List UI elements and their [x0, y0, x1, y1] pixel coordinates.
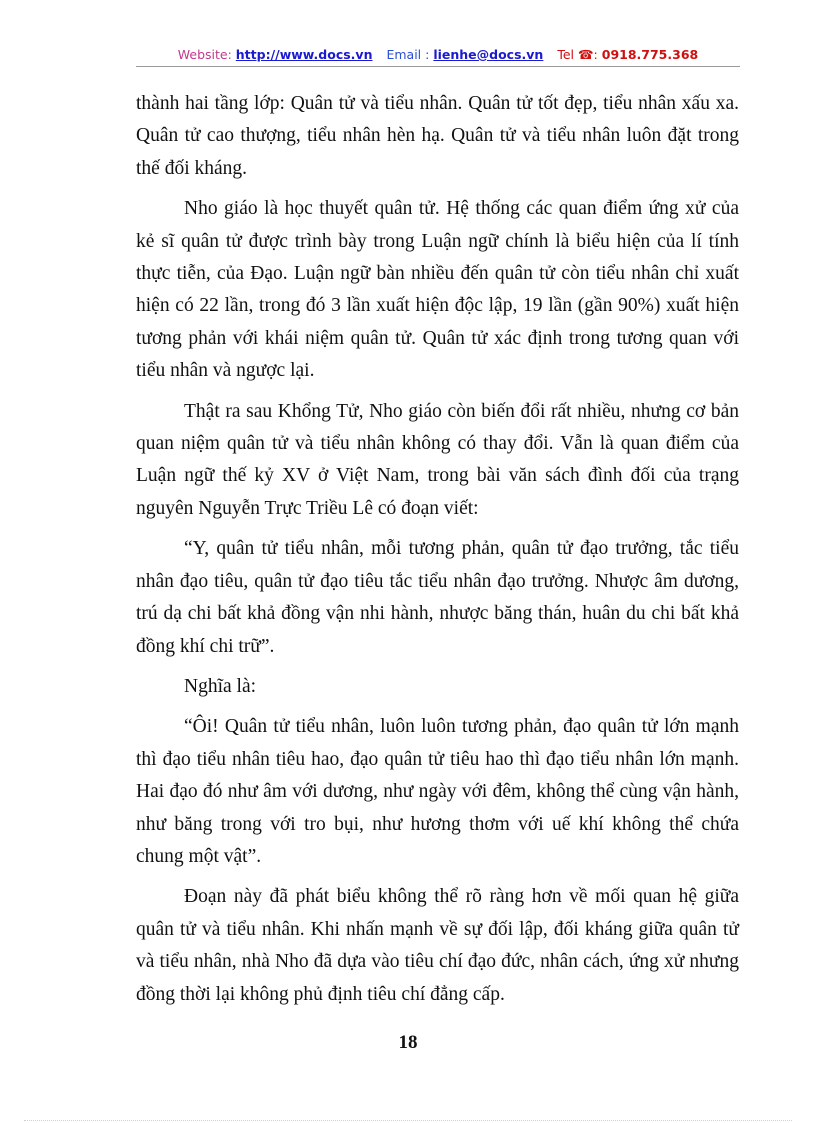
quote-han-viet: “Y, quân tử tiểu nhân, mỗi tương phản, quân tử đạo trưởng, tắc tiểu nhân đạo tiêu, quân tử đạo tiêu tắc tiểu nhân đạo trưởng. Nhược âm dương, trú dạ chi bất khả đồng vận nhi hành, nhược băng thán, huân du chi bất khả đồng khí chi trữ”. [136, 538, 739, 657]
website-link[interactable]: http://www.docs.vn [235, 47, 373, 62]
page-body [136, 88, 739, 1019]
paragraph-3: Thật ra sau Khổng Tử, Nho giáo còn biến đổi rất nhiều, nhưng cơ bản quan niệm quân tử và tiểu nhân không có thay đổi. Vẫn là quan điểm của Luận ngữ thế kỷ XV ở Việt Nam, trong bài văn sách đình đối của trạng nguyên Nguyễn Trực Triều Lê có đoạn viết: [136, 400, 739, 519]
page-bottom-border [24, 1120, 792, 1121]
email-label: Email : [386, 47, 430, 62]
website-label: Website: [177, 47, 232, 62]
tel-number: 0918.775.368 [601, 47, 699, 62]
quote-translation: “Ôi! Quân tử tiểu nhân, luôn luôn tương phản, đạo quân tử lớn mạnh thì đạo tiểu nhân tiêu hao, đạo quân tử tiêu hao thì đạo tiểu nhân lớn mạnh. Hai đạo đó như âm với dương, như ngày với đêm, không thể cùng vận hành, như băng trong với tro bụi, như hương thơm với uế khí không thể chứa chung một vật”. [136, 716, 739, 867]
header-divider [136, 66, 740, 67]
paragraph-7: Đoạn này đã phát biểu không thể rõ ràng hơn về mối quan hệ giữa quân tử và tiểu nhân. Khi nhấn mạnh về sự đối lập, đối kháng giữa quân tử và tiểu nhân, nhà Nho đã dựa vào tiêu chí đạo đức, nhân cách, ứng xử nhưng đồng thời lại không phủ định tiêu chí đẳng cấp. [136, 886, 739, 1005]
tel-label: Tel ☎: [557, 47, 598, 62]
page-header [136, 47, 740, 62]
email-link[interactable]: lienhe@docs.vn [433, 47, 544, 62]
page-number: 18 [398, 1032, 418, 1053]
paragraph-2: Nho giáo là học thuyết quân tử. Hệ thống các quan điểm ứng xử của kẻ sĩ quân tử được trình bày trong Luận ngữ chính là biểu hiện của lí tính thực tiễn, của Đạo. Luận ngữ bàn nhiều đến quân tử còn tiểu nhân chỉ xuất hiện có 22 lần, trong đó 3 lần xuất hiện độc lập, 19 lần (gần 90%) xuất hiện tương phản với khái niệm quân tử. Quân tử xác định trong tương quan với tiểu nhân và ngược lại. [136, 198, 739, 382]
paragraph-1: thành hai tầng lớp: Quân tử và tiểu nhân. Quân tử tốt đẹp, tiểu nhân xấu xa. Quân tử cao thượng, tiểu nhân hèn hạ. Quân tử và tiểu nhân luôn đặt trong thế đối kháng. [136, 93, 739, 179]
paragraph-meaning-label: Nghĩa là: [184, 675, 257, 697]
